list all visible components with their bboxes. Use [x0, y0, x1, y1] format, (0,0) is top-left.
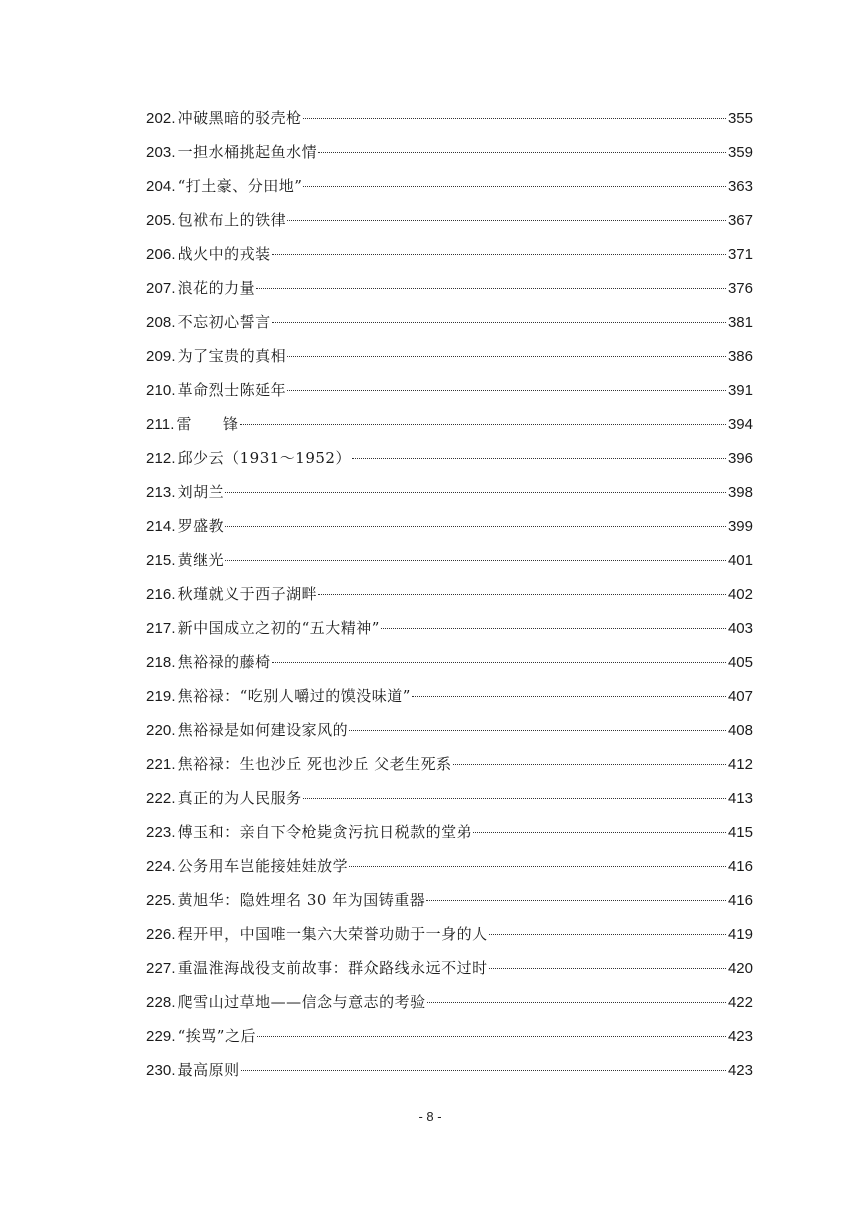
toc-entry-title: 革命烈士陈延年	[177, 381, 287, 399]
toc-entry-page: 363	[727, 178, 753, 195]
toc-entry-number: 222.	[146, 790, 176, 807]
toc-entry[interactable]	[146, 475, 753, 509]
toc-entry[interactable]	[146, 815, 753, 849]
dot-leader	[287, 220, 726, 221]
dot-leader	[318, 152, 726, 153]
toc-entry-title: 黄旭华：隐姓埋名 30 年为国铸重器	[177, 891, 426, 909]
toc-entry-page: 423	[727, 1062, 753, 1079]
dot-leader	[349, 730, 726, 731]
toc-entry-title: 焦裕禄：生也沙丘 死也沙丘 父老生死系	[177, 755, 452, 773]
toc-entry[interactable]	[146, 1053, 753, 1087]
toc-entry-title: 一担水桶挑起鱼水情	[177, 143, 318, 161]
dot-leader	[303, 798, 726, 799]
toc-entry-title: 重温淮海战役支前故事：群众路线永远不过时	[177, 959, 488, 977]
toc-entry-number: 213.	[146, 484, 176, 501]
dot-leader	[241, 1070, 726, 1071]
toc-entry[interactable]	[146, 305, 753, 339]
toc-entry-number: 215.	[146, 552, 176, 569]
dot-leader	[272, 662, 726, 663]
toc-entry-number: 217.	[146, 620, 176, 637]
dot-leader	[381, 628, 726, 629]
toc-entry-page: 381	[727, 314, 753, 331]
toc-entry-page: 401	[727, 552, 753, 569]
toc-entry-number: 216.	[146, 586, 176, 603]
table-of-contents	[146, 101, 753, 1087]
toc-entry-title: 冲破黑暗的驳壳枪	[177, 109, 302, 127]
toc-entry[interactable]	[146, 849, 753, 883]
toc-entry-page: 396	[727, 450, 753, 467]
toc-entry[interactable]	[146, 645, 753, 679]
toc-entry-page: 399	[727, 518, 753, 535]
toc-entry-page: 408	[727, 722, 753, 739]
toc-entry-title: 雷 锋	[176, 415, 239, 433]
toc-entry-title: 傅玉和：亲自下令枪毙贪污抗日税款的堂弟	[177, 823, 473, 841]
toc-entry-page: 367	[727, 212, 753, 229]
toc-entry-page: 420	[727, 960, 753, 977]
toc-entry-number: 223.	[146, 824, 176, 841]
toc-entry-page: 402	[727, 586, 753, 603]
dot-leader	[225, 526, 726, 527]
toc-entry-page: 376	[727, 280, 753, 297]
toc-entry-title: 焦裕禄：“吃别人嚼过的馍没味道”	[177, 687, 411, 705]
toc-entry-title: 不忘初心誓言	[177, 313, 271, 331]
toc-entry-number: 212.	[146, 450, 176, 467]
toc-entry-number: 210.	[146, 382, 176, 399]
toc-entry-page: 398	[727, 484, 753, 501]
toc-entry-number: 218.	[146, 654, 176, 671]
toc-entry-number: 226.	[146, 926, 176, 943]
dot-leader	[349, 866, 726, 867]
toc-entry-page: 394	[727, 416, 753, 433]
toc-entry-title: 邱少云（1931～1952）	[177, 449, 351, 467]
toc-entry[interactable]	[146, 611, 753, 645]
dot-leader	[257, 1036, 726, 1037]
toc-entry-number: 202.	[146, 110, 176, 127]
toc-entry-title: 真正的为人民服务	[177, 789, 302, 807]
toc-entry-page: 416	[727, 858, 753, 875]
toc-entry-title: 为了宝贵的真相	[177, 347, 287, 365]
toc-entry-title: 爬雪山过草地——信念与意志的考验	[177, 993, 426, 1011]
toc-entry-title: 焦裕禄是如何建设家风的	[177, 721, 349, 739]
toc-entry-number: 206.	[146, 246, 176, 263]
toc-entry-number: 224.	[146, 858, 176, 875]
toc-entry[interactable]	[146, 543, 753, 577]
dot-leader	[489, 934, 726, 935]
toc-entry[interactable]	[146, 951, 753, 985]
dot-leader	[225, 560, 726, 561]
dot-leader	[272, 254, 726, 255]
toc-entry-title: 刘胡兰	[177, 483, 225, 501]
toc-entry-page: 391	[727, 382, 753, 399]
toc-entry[interactable]	[146, 917, 753, 951]
toc-entry-page: 405	[727, 654, 753, 671]
toc-entry-title: 程开甲，中国唯一集六大荣誉功勋于一身的人	[177, 925, 488, 943]
toc-entry-title: 公务用车岂能接娃娃放学	[177, 857, 349, 875]
toc-entry-number: 221.	[146, 756, 176, 773]
toc-entry[interactable]	[146, 203, 753, 237]
toc-entry-number: 208.	[146, 314, 176, 331]
toc-entry-page: 386	[727, 348, 753, 365]
toc-entry-page: 371	[727, 246, 753, 263]
toc-entry-page: 422	[727, 994, 753, 1011]
toc-entry-page: 413	[727, 790, 753, 807]
toc-entry[interactable]	[146, 883, 753, 917]
toc-entry-page: 412	[727, 756, 753, 773]
toc-entry-page: 355	[727, 110, 753, 127]
toc-entry-page: 423	[727, 1028, 753, 1045]
toc-entry[interactable]	[146, 985, 753, 1019]
toc-entry[interactable]	[146, 441, 753, 475]
toc-entry[interactable]	[146, 713, 753, 747]
toc-entry-page: 403	[727, 620, 753, 637]
toc-entry[interactable]	[146, 577, 753, 611]
toc-entry[interactable]	[146, 373, 753, 407]
toc-entry-title: 秋瑾就义于西子湖畔	[177, 585, 318, 603]
toc-entry-number: 211.	[146, 416, 175, 433]
toc-entry[interactable]	[146, 169, 753, 203]
dot-leader	[473, 832, 726, 833]
toc-entry-title: 黄继光	[177, 551, 225, 569]
toc-entry-title: “挨骂”之后	[177, 1027, 256, 1045]
toc-entry[interactable]	[146, 339, 753, 373]
toc-entry-title: 浪花的力量	[177, 279, 256, 297]
toc-entry-title: 包袱布上的铁律	[177, 211, 287, 229]
dot-leader	[352, 458, 726, 459]
toc-entry[interactable]	[146, 781, 753, 815]
toc-entry-page: 419	[727, 926, 753, 943]
dot-leader	[303, 118, 726, 119]
toc-entry[interactable]	[146, 271, 753, 305]
toc-entry-number: 203.	[146, 144, 176, 161]
dot-leader	[287, 390, 726, 391]
toc-entry-number: 205.	[146, 212, 176, 229]
dot-leader	[240, 424, 726, 425]
toc-entry[interactable]	[146, 747, 753, 781]
toc-entry[interactable]	[146, 237, 753, 271]
toc-entry-title: 焦裕禄的藤椅	[177, 653, 271, 671]
toc-entry[interactable]	[146, 135, 753, 169]
dot-leader	[303, 186, 726, 187]
toc-entry-page: 407	[727, 688, 753, 705]
dot-leader	[225, 492, 726, 493]
toc-entry-number: 227.	[146, 960, 176, 977]
dot-leader	[427, 1002, 726, 1003]
toc-entry[interactable]	[146, 509, 753, 543]
toc-entry-title: “打土豪、分田地”	[177, 177, 303, 195]
toc-entry-title: 新中国成立之初的“五大精神”	[177, 619, 380, 637]
toc-entry-number: 228.	[146, 994, 176, 1011]
dot-leader	[287, 356, 726, 357]
dot-leader	[318, 594, 726, 595]
toc-entry-page: 416	[727, 892, 753, 909]
toc-entry-number: 220.	[146, 722, 176, 739]
toc-entry[interactable]	[146, 1019, 753, 1053]
toc-entry-number: 209.	[146, 348, 176, 365]
toc-entry-number: 204.	[146, 178, 176, 195]
toc-entry-number: 214.	[146, 518, 176, 535]
toc-entry-number: 207.	[146, 280, 176, 297]
toc-entry[interactable]	[146, 101, 753, 135]
dot-leader	[489, 968, 726, 969]
dot-leader	[453, 764, 726, 765]
toc-entry-title: 最高原则	[177, 1061, 240, 1079]
toc-entry-title: 罗盛教	[177, 517, 225, 535]
toc-entry[interactable]	[146, 407, 753, 441]
page-number: - 8 -	[418, 1109, 442, 1124]
toc-entry-number: 219.	[146, 688, 176, 705]
toc-entry-number: 230.	[146, 1062, 176, 1079]
toc-entry-number: 229.	[146, 1028, 176, 1045]
toc-entry-page: 415	[727, 824, 753, 841]
dot-leader	[412, 696, 726, 697]
dot-leader	[256, 288, 726, 289]
toc-entry[interactable]	[146, 679, 753, 713]
toc-entry-page: 359	[727, 144, 753, 161]
toc-entry-number: 225.	[146, 892, 176, 909]
dot-leader	[426, 900, 726, 901]
toc-entry-title: 战火中的戎装	[177, 245, 271, 263]
dot-leader	[272, 322, 726, 323]
